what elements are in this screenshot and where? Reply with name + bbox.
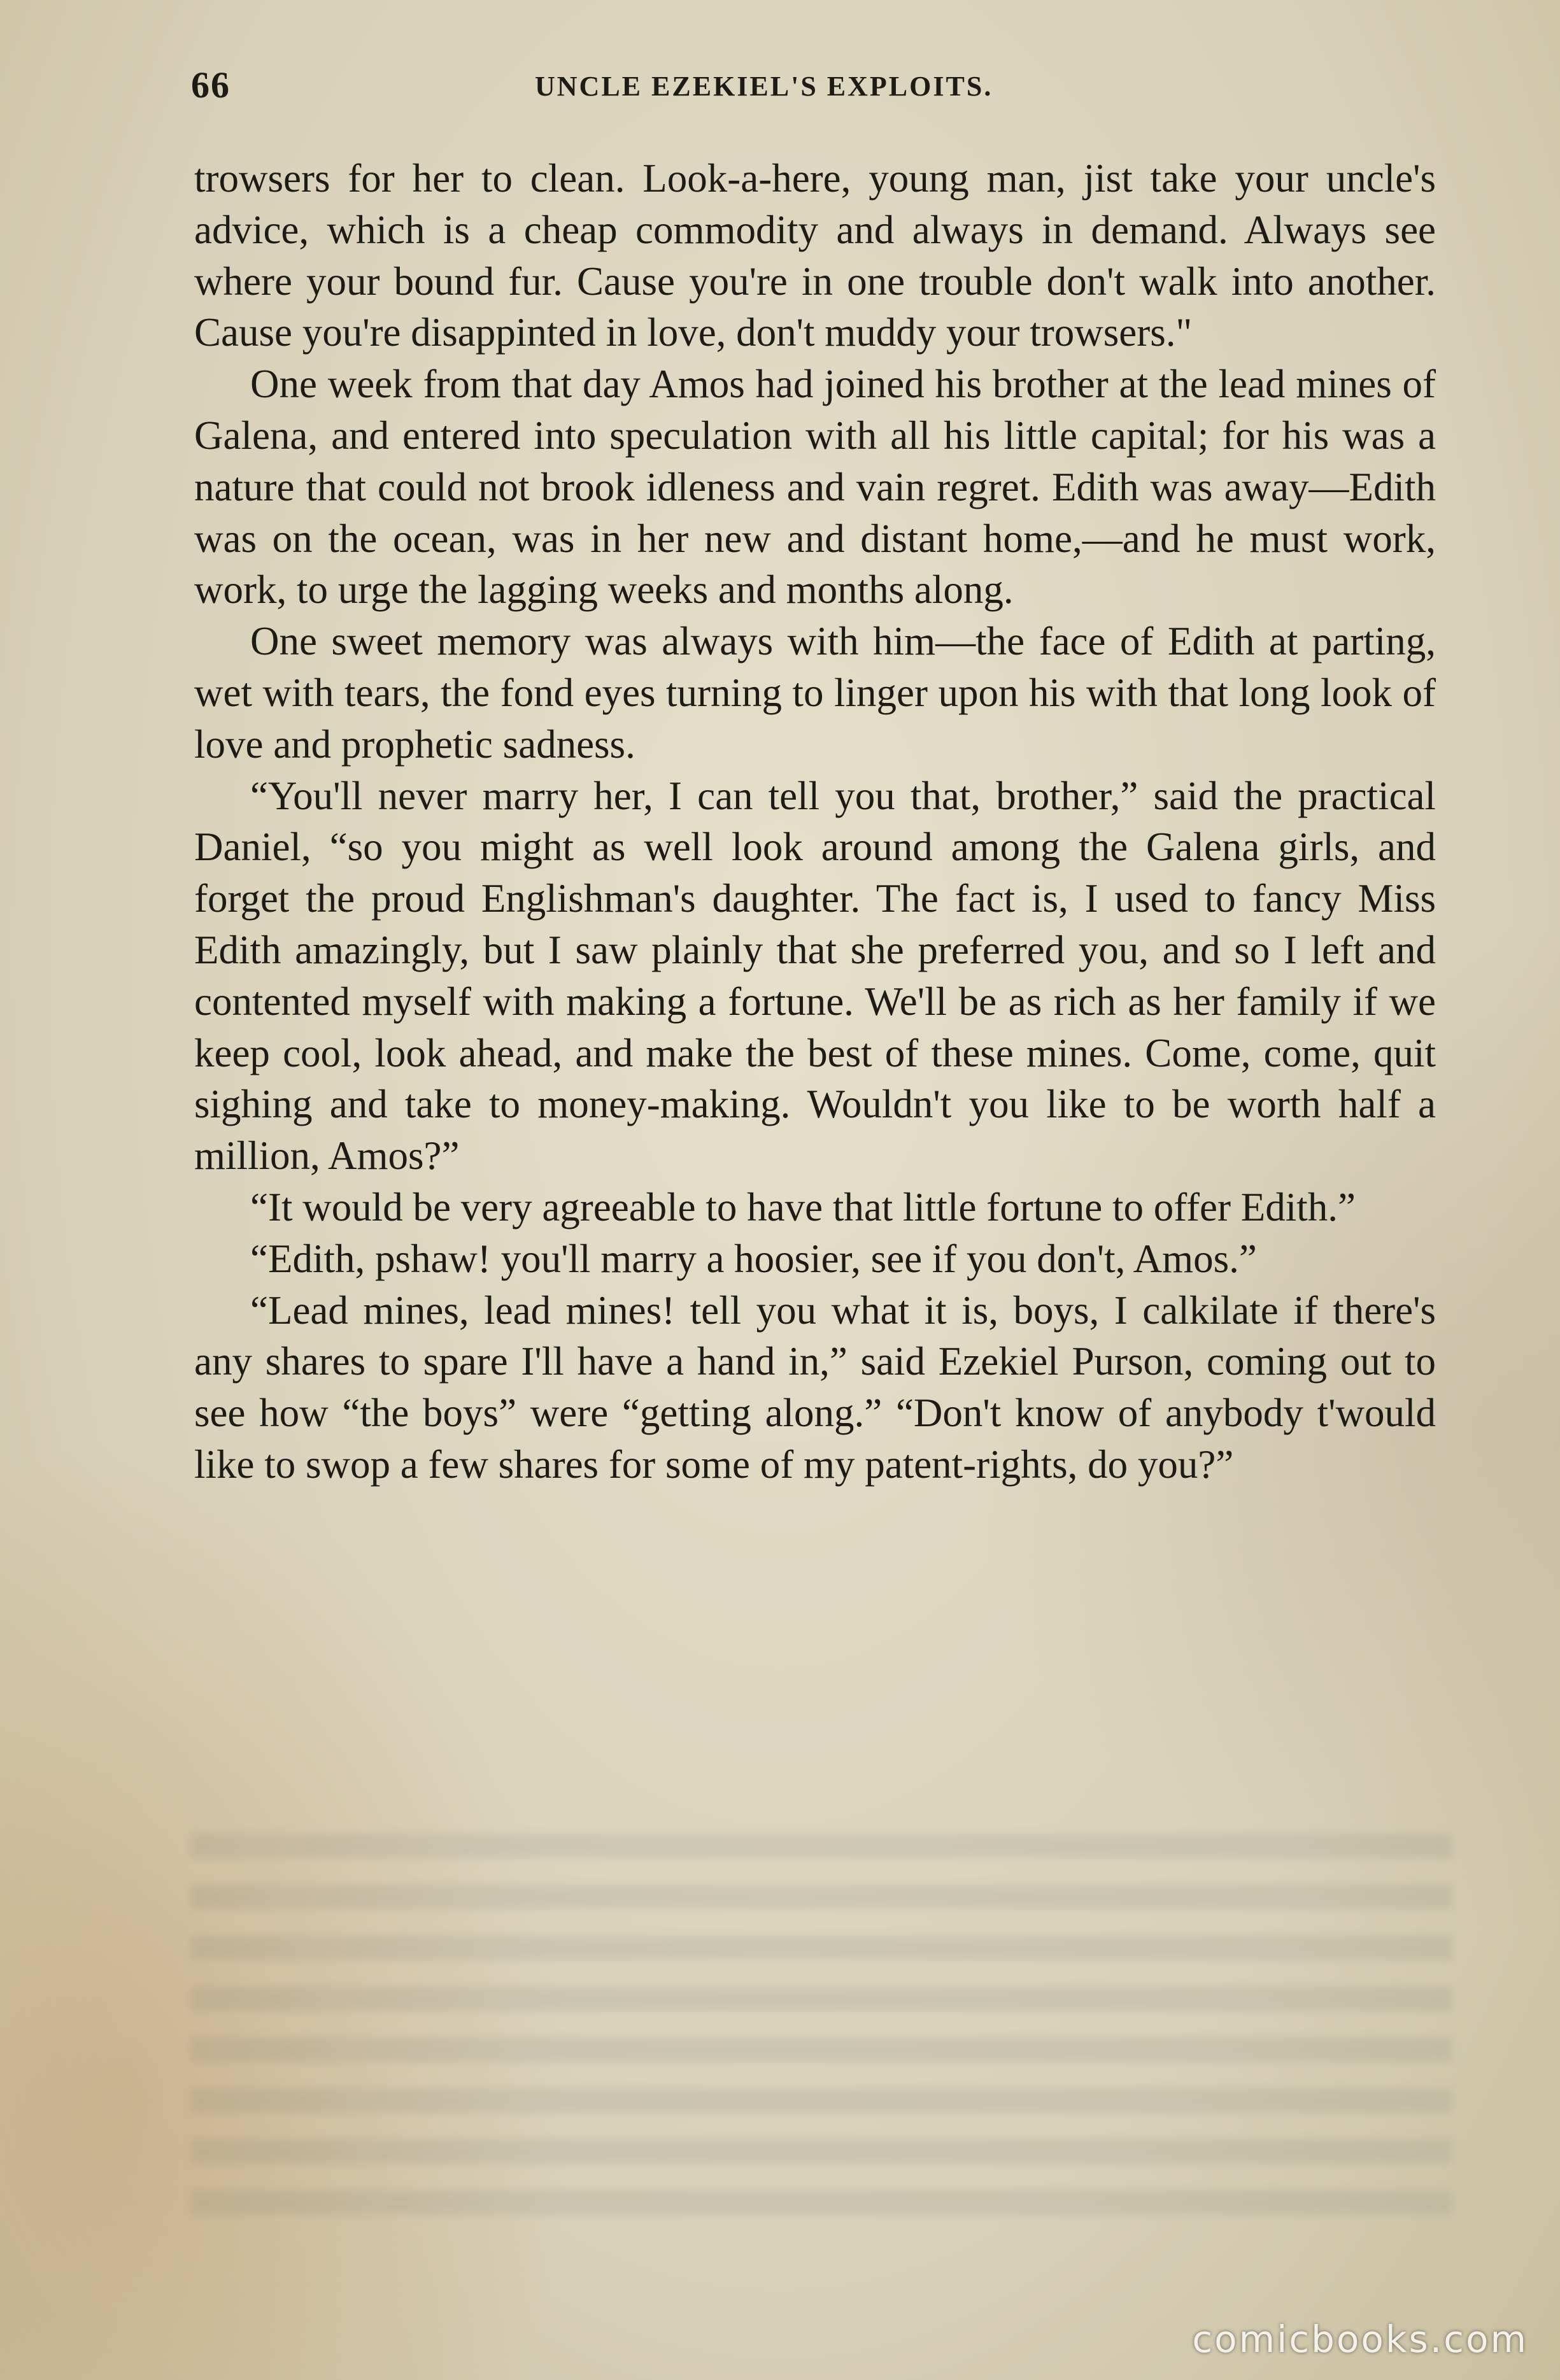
paragraph: One week from that day Amos had joined his brother at the lead mines of Galena, and entered into speculation with all his little capital; for his was a nature that could not brook idleness and vain regret. Edith was away—Edith was on the ocean, was in her new and distant home,—and he must work, work, to urge the lagging weeks and months along. xyxy=(194,362,1436,613)
paragraph: One sweet memory was always with him—the face of Edith at parting, wet with tears, the fond eyes turning to linger upon his with that long look of love and prophetic sadness. xyxy=(194,619,1436,767)
page-header xyxy=(191,64,1439,115)
paragraph: “You'll never marry her, I can tell you that, brother,” said the practical Daniel, “so you might as well look around among the Galena girls, and forget the proud Englishman's daughter. The fact is, I used to fancy Miss Edith amazingly, but I saw plainly that she preferred you, and so I left and contented myself with making a fortune. We'll be as rich as her family if we keep cool, look ahead, and make the best of these mines. Come, come, quit sighing and take to money-making. Wouldn't you like to be worth half a million, Amos?” xyxy=(194,773,1436,1179)
running-head: UNCLE EZEKIEL'S EXPLOITS. xyxy=(535,71,993,102)
body-text xyxy=(194,153,1436,1491)
paragraph: trowsers for her to clean. Look-a-here, young man, jist take your uncle's advice, which is a cheap commodity and always in demand. Always see where your bound fur. Cause you're in one trouble don't walk into another. Cause you're disappinted in love, don't muddy your trowsers." xyxy=(194,156,1436,355)
page-number: 66 xyxy=(191,64,230,106)
bleed-through-texture xyxy=(191,1834,1452,2228)
paragraph: “Lead mines, lead mines! tell you what it is, boys, I calkilate if there's any shares to spare I'll have a hand in,” said Ezekiel Purson, coming out to see how “the boys” were “getting along.” “Don't know of anybody t'would like to swop a few shares for some of my patent-rights, do you?” xyxy=(194,1287,1436,1487)
paragraph: “It would be very agreeable to have that little fortune to offer Edith.” xyxy=(250,1184,1356,1229)
paragraph: “Edith, pshaw! you'll marry a hoosier, see if you don't, Amos.” xyxy=(250,1236,1257,1281)
watermark: comicbooks.com xyxy=(1192,2318,1528,2361)
